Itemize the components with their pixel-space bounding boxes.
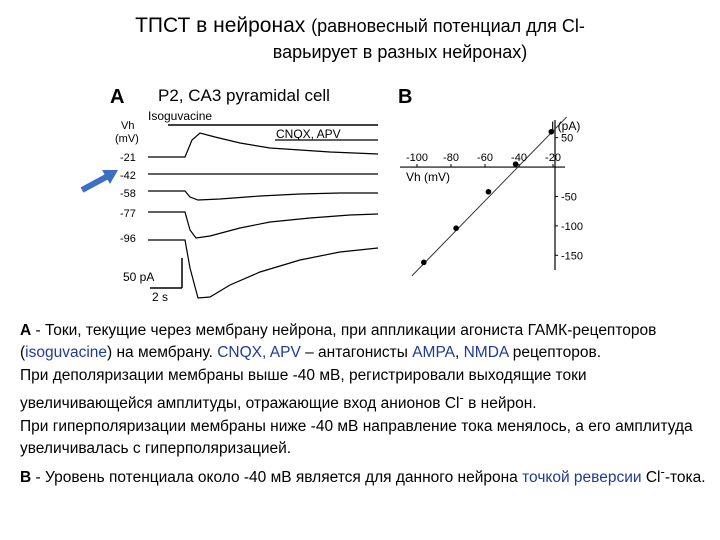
data-point <box>453 225 459 231</box>
paragraph-hyperpolarization: При гиперполяризации мембраны ниже -40 мВ направление тока менялось, а его амплитуда увеличивалась с гиперполяризацией. <box>20 418 693 458</box>
text-span: Cl <box>641 469 661 487</box>
vh-value: -96 <box>120 233 136 245</box>
label-a: A <box>20 322 32 339</box>
text-span: ) на мембрану. <box>107 344 218 361</box>
reversal-point: точкой реверсии <box>522 469 642 487</box>
y-axis-label: I (pA) <box>551 119 581 133</box>
x-tick-label: -60 <box>477 152 493 165</box>
vh-value: -58 <box>120 188 136 200</box>
superscript: - <box>459 390 464 405</box>
x-axis-label: Vh (mV) <box>406 170 451 185</box>
x-tick-label: -20 <box>545 152 561 165</box>
text-span: - Токи, текущие через мембрану нейрона, при аппликации агониста ГАМК-рецепторов ( <box>20 322 657 361</box>
text-span: рецепторов. <box>508 344 601 361</box>
vh-value: -42 <box>120 170 136 182</box>
paragraph-depolarization <box>20 365 710 415</box>
y-tick-label: 50 <box>561 132 574 145</box>
drug-name: isoguvacine <box>25 344 108 361</box>
panel-b-letter: B <box>398 86 413 108</box>
paragraph-b <box>20 461 710 489</box>
text-span: – антагонисты <box>300 344 413 361</box>
title-main: ТПСТ в нейронах <box>135 14 306 37</box>
paragraph-a <box>20 320 710 364</box>
scale-current-label: 50 pA <box>123 270 155 284</box>
superscript: - <box>660 464 665 480</box>
trace-vh-58 <box>148 191 378 200</box>
text-span: При деполяризации мембраны выше -40 мВ, регистрировали выходящие токи увеличивающейся амплитуды, отражающие вход анионов Cl <box>20 367 587 413</box>
vh-label: Vh <box>121 120 135 132</box>
antagonist-label: CNQX, APV <box>276 127 341 141</box>
pointer-arrow-icon <box>82 170 118 190</box>
data-point <box>421 260 427 266</box>
y-tick-label: -150 <box>561 250 584 263</box>
antagonist-names: CNQX, APV <box>217 344 301 361</box>
text-span: , <box>454 344 464 361</box>
scale-time-label: 2 s <box>152 290 169 304</box>
receptor-nmda: NMDA <box>463 344 509 361</box>
vh-value: -21 <box>120 152 136 164</box>
receptor-ampa: AMPA <box>412 344 455 361</box>
data-point <box>486 189 492 195</box>
text-span: -тока. <box>664 469 706 487</box>
title-line2: варьирует в разных нейронах) <box>272 42 528 62</box>
fit-line <box>412 117 567 276</box>
vh-value: -77 <box>120 208 136 220</box>
panel-a-letter: A <box>110 86 125 108</box>
vh-unit: (mV) <box>115 133 139 145</box>
y-tick-label: -50 <box>561 191 577 204</box>
iv-plot <box>395 110 605 280</box>
cell-label: P2, CA3 pyramidal cell <box>158 86 330 105</box>
trace-vh-77 <box>148 212 378 238</box>
x-tick-label: -40 <box>511 152 527 165</box>
x-tick-label: -80 <box>443 152 459 165</box>
drug-label: Isoguvacine <box>148 109 213 123</box>
description-text <box>20 320 710 490</box>
x-tick-label: -100 <box>405 152 429 165</box>
text-span: - Уровень потенциала около -40 мВ является для данного нейрона <box>31 469 523 487</box>
trace-vh-21 <box>148 133 378 157</box>
title-paren: (равновесный потенциал для Cl- <box>311 16 585 36</box>
label-b: B <box>20 469 32 487</box>
text-span: в нейрон. <box>463 395 537 413</box>
y-tick-label: -100 <box>561 220 584 233</box>
